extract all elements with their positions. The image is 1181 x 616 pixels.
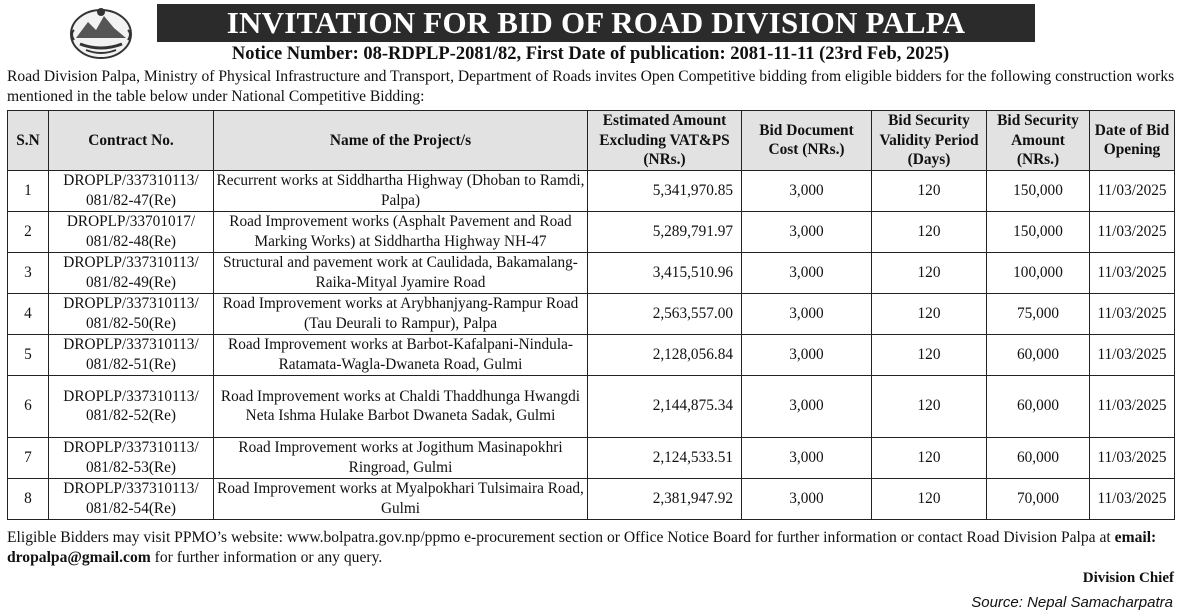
cell-estimated: 3,415,510.96 — [588, 252, 742, 293]
cell-sn: 7 — [8, 437, 49, 478]
cell-sn: 4 — [8, 293, 49, 334]
cell-project: Road Improvement works at Barbot-Kafalpani-Nindula-Ratamata-Wagla-Dwaneta Road, Gulmi — [214, 334, 588, 375]
table-row — [8, 437, 1175, 478]
cell-project: Road Improvement works at Jogithum Masinapokhri Ringroad, Gulmi — [214, 437, 588, 478]
cell-contract: DROPLP/337310113/ 081/82-50(Re) — [49, 293, 214, 334]
cell-doc-cost: 3,000 — [742, 170, 872, 211]
cell-doc-cost: 3,000 — [742, 211, 872, 252]
contact-email: email: dropalpa@gmail.com — [7, 529, 1157, 566]
cell-validity: 120 — [872, 170, 987, 211]
cell-project: Road Improvement works at Chaldi Thaddhunga Hwangdi Neta Ishma Hulake Barbot Dwaneta Sadak, Gulmi — [214, 375, 588, 437]
cell-opening: 11/03/2025 — [1090, 334, 1175, 375]
cell-project: Recurrent works at Siddhartha Highway (Dhoban to Ramdi, Palpa) — [214, 170, 588, 211]
cell-estimated: 5,341,970.85 — [588, 170, 742, 211]
cell-estimated: 2,563,557.00 — [588, 293, 742, 334]
cell-validity: 120 — [872, 252, 987, 293]
cell-security: 60,000 — [987, 334, 1090, 375]
table-row — [8, 170, 1175, 211]
cell-validity: 120 — [872, 437, 987, 478]
cell-opening: 11/03/2025 — [1090, 170, 1175, 211]
header-contract: Contract No. — [49, 111, 214, 171]
intro-paragraph: Road Division Palpa, Ministry of Physical Infrastructure and Transport, Department of Roads invites Open Competitive bidding from eligible bidders for the following construction works mentioned in the table below under National Competitive Bidding: — [7, 68, 1175, 105]
cell-project: Road Improvement works (Asphalt Pavement and Road Marking Works) at Siddhartha Highway NH-47 — [214, 211, 588, 252]
cell-security: 70,000 — [987, 478, 1090, 519]
cell-security: 100,000 — [987, 252, 1090, 293]
signer-title: Division Chief — [1082, 570, 1174, 586]
cell-contract: DROPLP/337310113/ 081/82-54(Re) — [49, 478, 214, 519]
table-row — [8, 478, 1175, 519]
cell-contract: DROPLP/337310113/ 081/82-47(Re) — [49, 170, 214, 211]
cell-doc-cost: 3,000 — [742, 478, 872, 519]
cell-validity: 120 — [872, 375, 987, 437]
cell-sn: 5 — [8, 334, 49, 375]
cell-opening: 11/03/2025 — [1090, 211, 1175, 252]
table-row — [8, 375, 1175, 437]
cell-contract: DROPLP/337310113/ 081/82-53(Re) — [49, 437, 214, 478]
cell-security: 60,000 — [987, 375, 1090, 437]
cell-opening: 11/03/2025 — [1090, 375, 1175, 437]
cell-security: 60,000 — [987, 437, 1090, 478]
cell-opening: 11/03/2025 — [1090, 437, 1175, 478]
cell-opening: 11/03/2025 — [1090, 478, 1175, 519]
cell-sn: 1 — [8, 170, 49, 211]
cell-estimated: 2,144,875.34 — [588, 375, 742, 437]
cell-contract: DROPLP/337310113/ 081/82-51(Re) — [49, 334, 214, 375]
cell-project: Road Improvement works at Myalpokhari Tulsimaira Road, Gulmi — [214, 478, 588, 519]
cell-validity: 120 — [872, 334, 987, 375]
cell-security: 150,000 — [987, 170, 1090, 211]
cell-sn: 8 — [8, 478, 49, 519]
header-validity: Bid Security Validity Period (Days) — [872, 111, 987, 171]
cell-security: 150,000 — [987, 211, 1090, 252]
cell-validity: 120 — [872, 211, 987, 252]
cell-sn: 2 — [8, 211, 49, 252]
bid-table — [7, 110, 1175, 520]
header-security: Bid Security Amount (NRs.) — [987, 111, 1090, 171]
cell-validity: 120 — [872, 293, 987, 334]
cell-estimated: 2,128,056.84 — [588, 334, 742, 375]
source-credit: Source: Nepal Samacharpatra — [971, 594, 1173, 611]
notice-number: Notice Number: 08-RDPLP-2081/82, First Date of publication: 2081-11-11 (23rd Feb, 2025) — [231, 44, 950, 64]
cell-security: 75,000 — [987, 293, 1090, 334]
cell-doc-cost: 3,000 — [742, 437, 872, 478]
table-row — [8, 211, 1175, 252]
footer-paragraph — [7, 528, 1177, 568]
header-estimated: Estimated Amount Excluding VAT&PS (NRs.) — [588, 111, 742, 171]
page-title: INVITATION FOR BID OF ROAD DIVISION PALPA — [157, 4, 1035, 42]
cell-estimated: 2,381,947.92 — [588, 478, 742, 519]
table-header-row — [8, 111, 1175, 171]
cell-opening: 11/03/2025 — [1090, 252, 1175, 293]
cell-contract: DROPLP/337310113/ 081/82-52(Re) — [49, 375, 214, 437]
cell-estimated: 5,289,791.97 — [588, 211, 742, 252]
table-row — [8, 293, 1175, 334]
header-sn: S.N — [8, 111, 49, 171]
header-opening: Date of Bid Opening — [1090, 111, 1175, 171]
cell-doc-cost: 3,000 — [742, 334, 872, 375]
cell-contract: DROPLP/337310113/ 081/82-49(Re) — [49, 252, 214, 293]
footer-text-end: for further information or any query. — [154, 549, 383, 566]
cell-sn: 6 — [8, 375, 49, 437]
table-row — [8, 334, 1175, 375]
cell-estimated: 2,124,533.51 — [588, 437, 742, 478]
cell-doc-cost: 3,000 — [742, 375, 872, 437]
header-project: Name of the Project/s — [214, 111, 588, 171]
header-doc-cost: Bid Document Cost (NRs.) — [742, 111, 872, 171]
cell-contract: DROPLP/33701017/ 081/82-48(Re) — [49, 211, 214, 252]
cell-doc-cost: 3,000 — [742, 293, 872, 334]
cell-doc-cost: 3,000 — [742, 252, 872, 293]
cell-sn: 3 — [8, 252, 49, 293]
table-row — [8, 252, 1175, 293]
cell-validity: 120 — [872, 478, 987, 519]
cell-opening: 11/03/2025 — [1090, 293, 1175, 334]
cell-project: Road Improvement works at Arybhanjyang-Rampur Road (Tau Deurali to Rampur), Palpa — [214, 293, 588, 334]
cell-project: Structural and pavement work at Caulidada, Bakamalang-Raika-Mityal Jyamire Road — [214, 252, 588, 293]
footer-text: Eligible Bidders may visit PPMO’s website: www.bolpatra.gov.np/ppmo e-procurement section or Office Notice Board for further information or contact Road Division Palpa at — [7, 529, 1111, 546]
